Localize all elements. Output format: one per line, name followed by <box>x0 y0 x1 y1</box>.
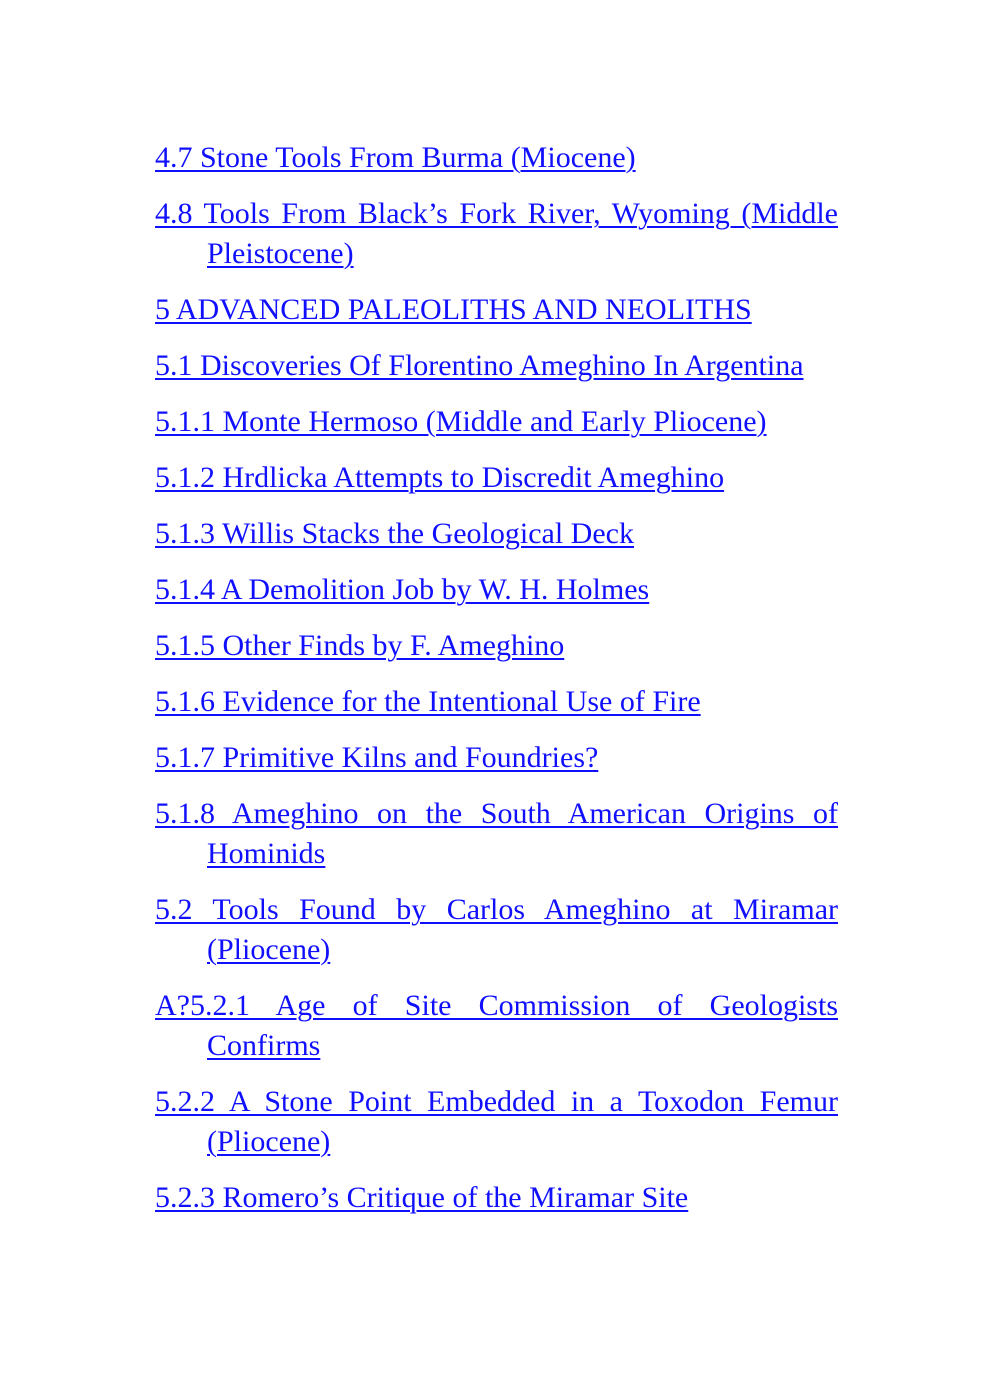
toc-entry-4-8 <box>155 194 838 274</box>
toc-link-5-2[interactable]: 5.2 Tools Found by Carlos Ameghino at Miramar (Pliocene) <box>155 893 838 966</box>
toc-link-5-2-1[interactable]: A?5.2.1 Age of Site Commission of Geologists Confirms <box>155 989 838 1062</box>
toc-entry-5 <box>155 290 838 330</box>
toc-entry-5-1-8 <box>155 794 838 874</box>
toc-link-5-1-1[interactable]: 5.1.1 Monte Hermoso (Middle and Early Pliocene) <box>155 405 767 438</box>
toc-link-4-8[interactable]: 4.8 Tools From Black’s Fork River, Wyoming (Middle Pleistocene) <box>155 197 838 270</box>
toc-link-5-1-4[interactable]: 5.1.4 A Demolition Job by W. H. Holmes <box>155 573 650 606</box>
toc-link-5[interactable]: 5 ADVANCED PALEOLITHS AND NEOLITHS <box>155 293 752 326</box>
table-of-contents <box>155 138 838 1234</box>
toc-link-4-7[interactable]: 4.7 Stone Tools From Burma (Miocene) <box>155 141 636 174</box>
toc-entry-5-1-1 <box>155 402 838 442</box>
toc-entry-5-1-6 <box>155 682 838 722</box>
toc-link-5-2-2[interactable]: 5.2.2 A Stone Point Embedded in a Toxodon Femur (Pliocene) <box>155 1085 838 1158</box>
toc-entry-5-1-4 <box>155 570 838 610</box>
toc-link-5-1-2[interactable]: 5.1.2 Hrdlicka Attempts to Discredit Ameghino <box>155 461 725 494</box>
toc-link-5-1-6[interactable]: 5.1.6 Evidence for the Intentional Use of Fire <box>155 685 701 718</box>
toc-link-5-1[interactable]: 5.1 Discoveries Of Florentino Ameghino In Argentina <box>155 349 804 382</box>
toc-link-5-1-7[interactable]: 5.1.7 Primitive Kilns and Foundries? <box>155 741 599 774</box>
toc-entry-4-7 <box>155 138 838 178</box>
toc-entry-5-2-1 <box>155 986 838 1066</box>
toc-entry-5-2-2 <box>155 1082 838 1162</box>
toc-entry-5-1-2 <box>155 458 838 498</box>
toc-link-5-1-5[interactable]: 5.1.5 Other Finds by F. Ameghino <box>155 629 565 662</box>
toc-entry-5-1-3 <box>155 514 838 554</box>
toc-link-5-1-3[interactable]: 5.1.3 Willis Stacks the Geological Deck <box>155 517 634 550</box>
toc-entry-5-1-7 <box>155 738 838 778</box>
toc-link-5-2-3[interactable]: 5.2.3 Romero’s Critique of the Miramar Site <box>155 1181 689 1214</box>
toc-entry-5-2 <box>155 890 838 970</box>
toc-entry-5-1 <box>155 346 838 386</box>
toc-entry-5-2-3 <box>155 1178 838 1218</box>
toc-link-5-1-8[interactable]: 5.1.8 Ameghino on the South American Origins of Hominids <box>155 797 838 870</box>
toc-entry-5-1-5 <box>155 626 838 666</box>
